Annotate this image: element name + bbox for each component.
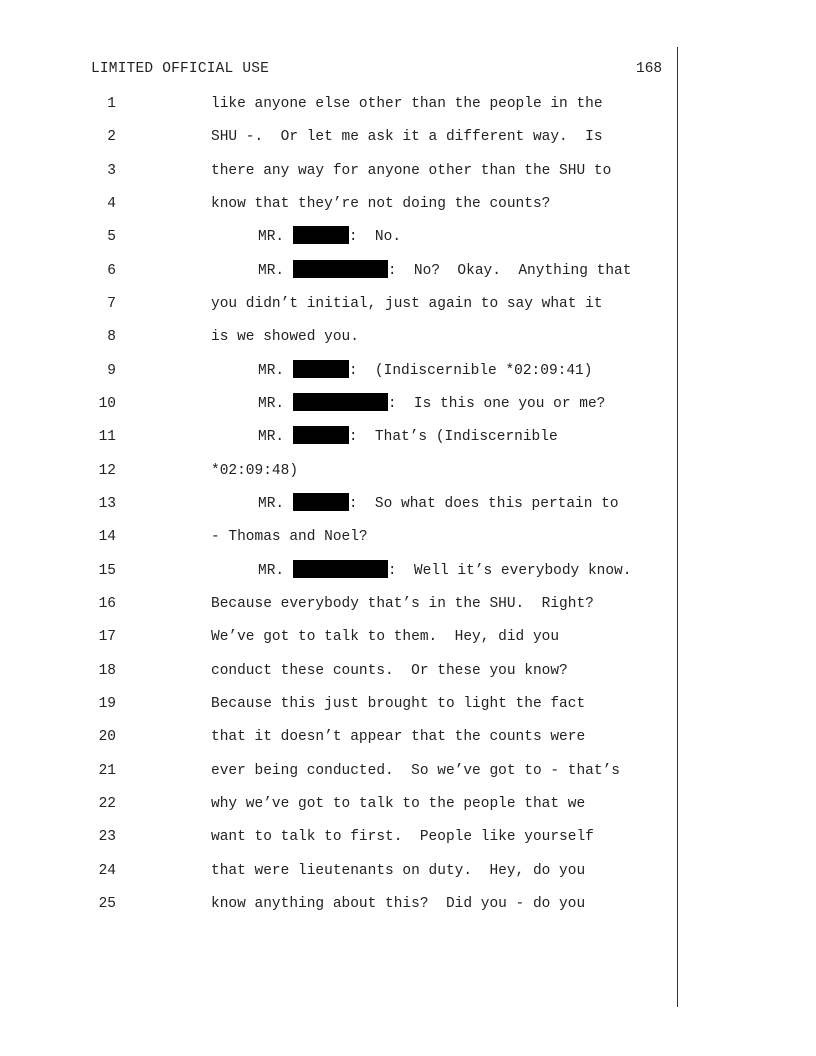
speaker-prefix: MR. xyxy=(258,429,293,445)
redaction-box xyxy=(293,560,388,578)
speaker-prefix: MR. xyxy=(258,396,293,412)
line-number: 16 xyxy=(98,596,116,612)
transcript-line xyxy=(0,459,816,483)
transcript-line xyxy=(0,692,816,716)
transcript-line xyxy=(0,325,816,349)
line-number: 23 xyxy=(98,829,116,845)
line-text: like anyone else other than the people in the xyxy=(211,96,603,112)
line-number: 1 xyxy=(107,96,116,112)
speaker-prefix: MR. xyxy=(258,229,293,245)
speaker-prefix: MR. xyxy=(258,363,293,379)
line-text: is we showed you. xyxy=(211,329,359,345)
transcript-line xyxy=(0,525,816,549)
transcript-line xyxy=(0,659,816,683)
transcript-line xyxy=(0,725,816,749)
speaker-line xyxy=(258,225,401,249)
speaker-prefix: MR. xyxy=(258,263,293,279)
speaker-text: : So what does this pertain to xyxy=(348,496,619,512)
line-text: ever being conducted. So we’ve got to - that’s xyxy=(211,763,620,779)
line-number: 14 xyxy=(98,529,116,545)
line-text: SHU -. Or let me ask it a different way. Is xyxy=(211,129,603,145)
transcript-line xyxy=(0,825,816,849)
speaker-text: : That’s (Indiscernible xyxy=(348,429,558,445)
line-number: 5 xyxy=(107,229,116,245)
line-text: - Thomas and Noel? xyxy=(211,529,368,545)
transcript-line xyxy=(0,159,816,183)
speaker-line xyxy=(258,492,619,516)
transcript-line xyxy=(0,359,816,383)
speaker-line xyxy=(258,559,631,583)
redaction-box xyxy=(293,360,349,378)
line-number: 21 xyxy=(98,763,116,779)
line-number: 20 xyxy=(98,729,116,745)
line-number: 19 xyxy=(98,696,116,712)
transcript-line xyxy=(0,125,816,149)
line-number: 18 xyxy=(98,663,116,679)
line-text: want to talk to first. People like yourself xyxy=(211,829,594,845)
line-text: *02:09:48) xyxy=(211,463,299,479)
line-number: 9 xyxy=(107,363,116,379)
line-number: 17 xyxy=(98,629,116,645)
line-number: 25 xyxy=(98,896,116,912)
speaker-prefix: MR. xyxy=(258,563,293,579)
speaker-text: : No? Okay. Anything that xyxy=(387,263,632,279)
line-number: 12 xyxy=(98,463,116,479)
line-number: 8 xyxy=(107,329,116,345)
speaker-text: : Is this one you or me? xyxy=(387,396,606,412)
line-number: 15 xyxy=(98,563,116,579)
transcript-line xyxy=(0,425,816,449)
speaker-line xyxy=(258,392,605,416)
transcript-line xyxy=(0,492,816,516)
line-number: 13 xyxy=(98,496,116,512)
line-text: that it doesn’t appear that the counts were xyxy=(211,729,586,745)
speaker-line xyxy=(258,359,592,383)
line-number: 4 xyxy=(107,196,116,212)
line-text: Because everybody that’s in the SHU. Right? xyxy=(211,596,594,612)
line-text: why we’ve got to talk to the people that we xyxy=(211,796,586,812)
speaker-prefix: MR. xyxy=(258,496,293,512)
line-text: know anything about this? Did you - do you xyxy=(211,896,586,912)
line-text: know that they’re not doing the counts? xyxy=(211,196,551,212)
speaker-text: : Well it’s everybody know. xyxy=(387,563,632,579)
page-number: 168 xyxy=(636,61,663,77)
speaker-line xyxy=(258,425,558,449)
redaction-box xyxy=(293,260,388,278)
classification-header: LIMITED OFFICIAL USE xyxy=(91,61,270,77)
line-text: there any way for anyone other than the SHU to xyxy=(211,163,612,179)
line-text: conduct these counts. Or these you know? xyxy=(211,663,568,679)
transcript-line xyxy=(0,292,816,316)
line-number: 10 xyxy=(98,396,116,412)
transcript-line xyxy=(0,392,816,416)
transcript-line xyxy=(0,225,816,249)
transcript-line xyxy=(0,759,816,783)
transcript-line xyxy=(0,192,816,216)
transcript-line xyxy=(0,592,816,616)
transcript-line xyxy=(0,92,816,116)
transcript-line xyxy=(0,892,816,916)
transcript-line xyxy=(0,559,816,583)
redaction-box xyxy=(293,493,349,511)
line-number: 7 xyxy=(107,296,116,312)
redaction-box xyxy=(293,226,349,244)
line-number: 3 xyxy=(107,163,116,179)
line-number: 24 xyxy=(98,863,116,879)
line-text: that were lieutenants on duty. Hey, do you xyxy=(211,863,586,879)
line-text: you didn’t initial, just again to say what it xyxy=(211,296,603,312)
speaker-text: : No. xyxy=(348,229,402,245)
line-number: 22 xyxy=(98,796,116,812)
transcript-line xyxy=(0,259,816,283)
line-text: Because this just brought to light the fact xyxy=(211,696,586,712)
line-number: 2 xyxy=(107,129,116,145)
transcript-line xyxy=(0,859,816,883)
speaker-text: : (Indiscernible *02:09:41) xyxy=(348,363,593,379)
line-number: 6 xyxy=(107,263,116,279)
transcript-line xyxy=(0,625,816,649)
redaction-box xyxy=(293,426,349,444)
line-text: We’ve got to talk to them. Hey, did you xyxy=(211,629,560,645)
speaker-line xyxy=(258,259,631,283)
redaction-box xyxy=(293,393,388,411)
line-number: 11 xyxy=(98,429,116,445)
transcript-line xyxy=(0,792,816,816)
